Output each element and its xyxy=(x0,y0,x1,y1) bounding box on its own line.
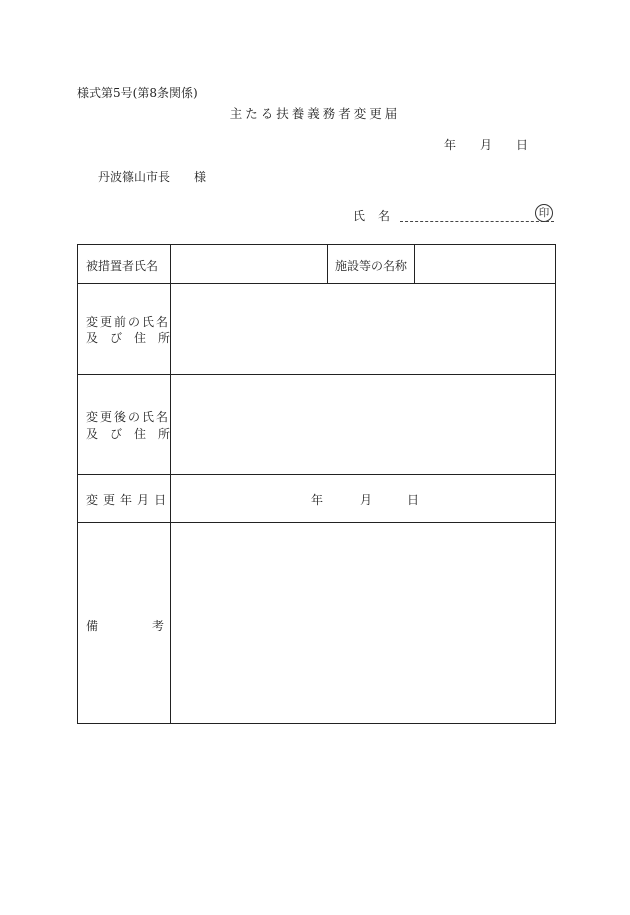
change-date-day: 日 xyxy=(407,493,420,507)
label-char: び xyxy=(110,427,123,441)
form-table xyxy=(77,244,556,724)
header-date-day: 日 xyxy=(516,138,529,152)
header-date-month: 月 xyxy=(480,138,493,152)
label-char: 所 xyxy=(158,427,171,441)
addressee xyxy=(98,168,206,185)
form-number: 様式第5号(第8条関係) xyxy=(77,86,198,100)
row1-divider xyxy=(327,245,328,283)
label-char: び xyxy=(110,331,123,345)
remarks-field[interactable] xyxy=(171,523,555,723)
label-resident-name: 被措置者氏名 xyxy=(86,259,159,273)
facility-name-field[interactable] xyxy=(415,245,555,283)
label-remarks-1: 備 xyxy=(86,619,99,633)
label-char: 所 xyxy=(158,331,171,345)
applicant-name-label-1: 氏 xyxy=(353,209,366,223)
resident-name-field[interactable] xyxy=(171,245,327,283)
applicant-name-label-2: 名 xyxy=(378,209,391,223)
document-title: 主たる扶養義務者変更届 xyxy=(229,106,401,121)
change-date-month: 月 xyxy=(360,493,373,507)
label-change-date xyxy=(86,491,166,508)
label-char: 更 xyxy=(103,493,116,507)
addressee-name: 丹波篠山市長 xyxy=(98,170,171,184)
label-char: 年 xyxy=(120,493,133,507)
label-facility-name: 施設等の名称 xyxy=(335,259,408,273)
applicant-name-field[interactable] xyxy=(400,221,554,222)
label-char: 月 xyxy=(137,493,150,507)
change-date-year: 年 xyxy=(311,493,324,507)
label-char: 及 xyxy=(86,427,99,441)
addressee-honorific: 様 xyxy=(194,170,207,184)
label-char: 住 xyxy=(134,331,147,345)
label-char: 日 xyxy=(154,493,167,507)
header-date-year: 年 xyxy=(444,138,457,152)
label-char: 変 xyxy=(86,493,99,507)
label-char: 住 xyxy=(134,427,147,441)
label-after-address xyxy=(86,425,170,442)
before-name-address-field[interactable] xyxy=(171,284,555,374)
after-name-address-field[interactable] xyxy=(171,375,555,474)
label-before-name: 変更前の氏名 xyxy=(86,315,171,329)
label-remarks-2: 考 xyxy=(152,619,165,633)
label-before-address xyxy=(86,329,170,346)
label-after-name: 変更後の氏名 xyxy=(86,410,171,424)
label-char: 及 xyxy=(86,331,99,345)
seal-mark: 印 xyxy=(535,204,553,222)
